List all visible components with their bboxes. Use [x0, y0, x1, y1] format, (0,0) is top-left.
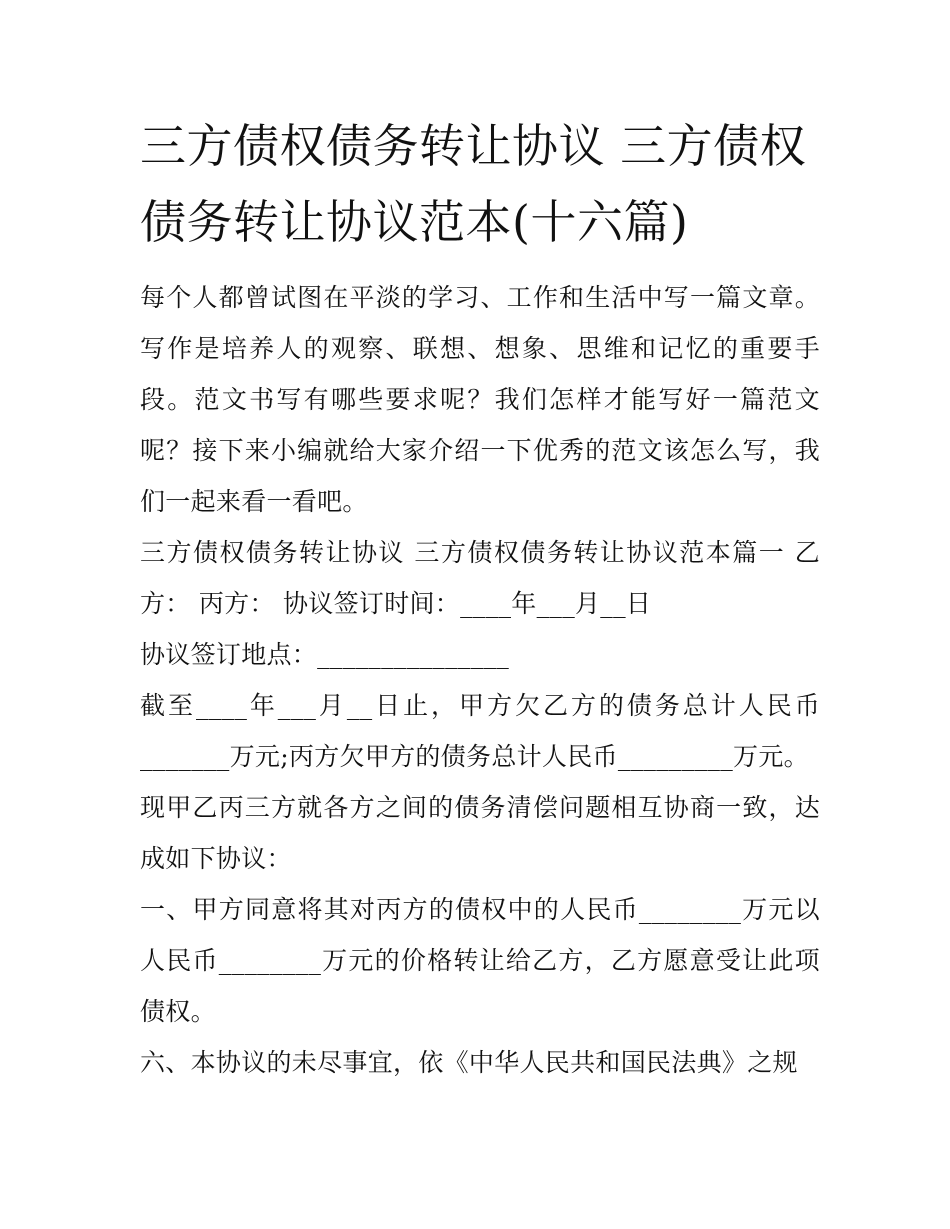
paragraph-clause-six: 六、本协议的未尽事宜，依《中华人民共和国民法典》之规 [140, 1048, 798, 1077]
paragraph-negotiation: 现甲乙丙三方就各方之间的债务清偿问题相互协商一致，达成如下协议： [140, 793, 820, 873]
paragraph-signing-location: 协议签订地点：_______________ [140, 640, 510, 669]
document-page [140, 108, 820, 1088]
paragraph-debt-summary: 截至____年___月__日止，甲方欠乙方的债务总计人民币_______万元;丙方欠甲方的债务总计人民币_________万元。 [140, 691, 820, 771]
paragraph-clause-one: 一、甲方同意将其对丙方的债权中的人民币________万元以人民币________万元的价格转让给乙方，乙方愿意受让此项债权。 [140, 895, 820, 1026]
document-body [140, 272, 820, 1088]
document-title: 三方债权债务转让协议 三方债权债务转让协议范本(十六篇) [140, 119, 807, 249]
paragraph-agreement-header: 三方债权债务转让协议 三方债权债务转让协议范本篇一 乙方： 丙方： 协议签订时间：____年___月__日 [140, 538, 820, 618]
paragraph-intro: 每个人都曾试图在平淡的学习、工作和生活中写一篇文章。写作是培养人的观察、联想、想象、思维和记忆的重要手段。范文书写有哪些要求呢？我们怎样才能写好一篇范文呢？接下来小编就给大家介绍一下优秀的范文该怎么写，我们一起来看一看吧。 [140, 283, 820, 516]
